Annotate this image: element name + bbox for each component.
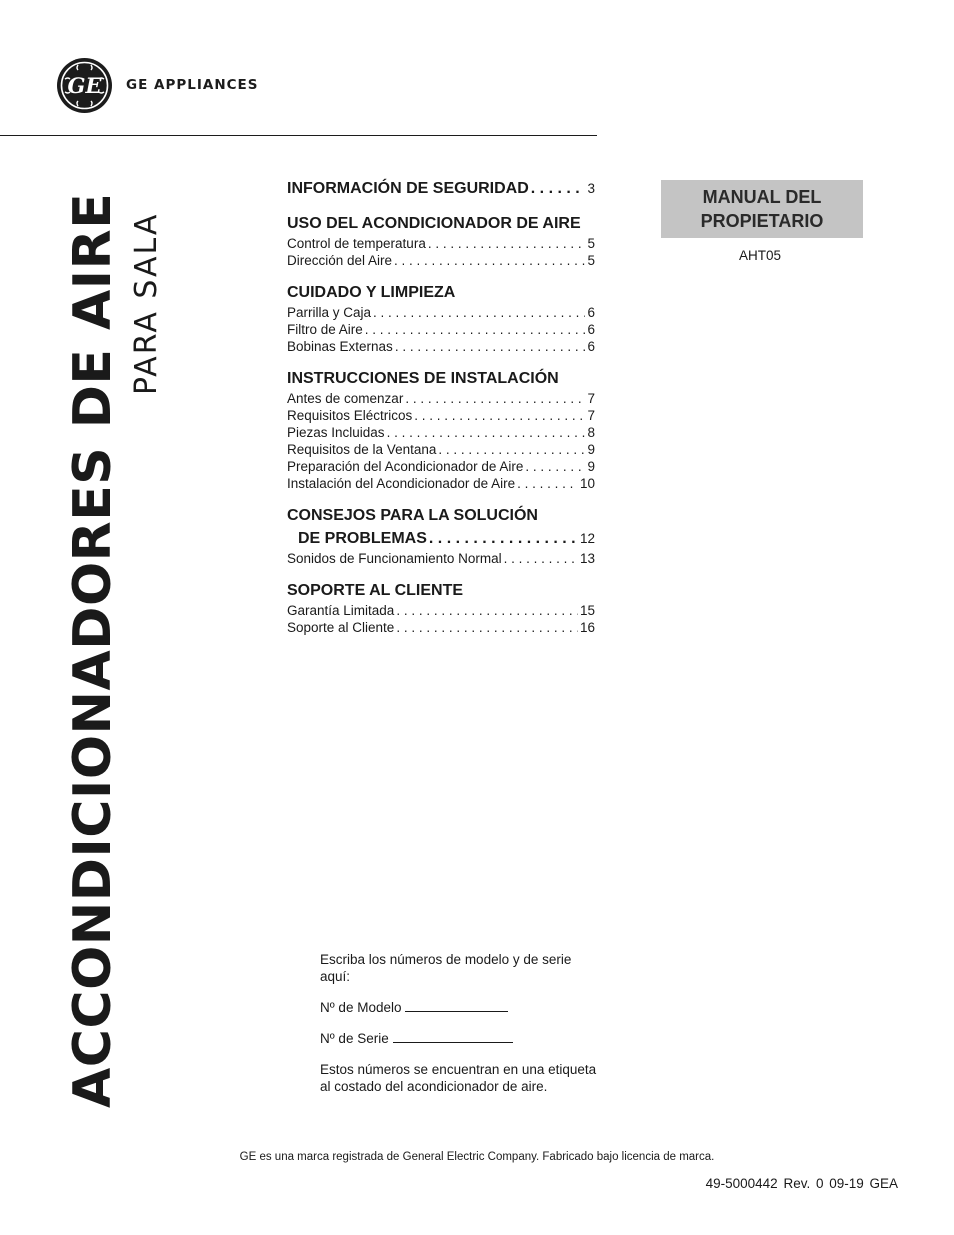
toc-leader (395, 338, 586, 355)
toc-section-care (287, 281, 595, 355)
manual-badge (661, 180, 863, 238)
toc-page: 5 (587, 236, 595, 251)
toc-page: 6 (587, 305, 595, 320)
logo-text: GE (67, 73, 102, 98)
sub-title: PARA SALA (129, 212, 164, 395)
toc-entry[interactable] (287, 458, 595, 475)
toc-page: 9 (587, 442, 595, 457)
record-intro: Escriba los números de modelo y de serie aquí: (320, 952, 572, 984)
record-note: Estos números se encuentran en una etiqueta al costado del acondicionador de aire. (320, 1062, 597, 1094)
trademark-text: GE es una marca registrada de General Electric Company. Fabricado bajo licencia de marca. (239, 1151, 715, 1163)
manual-label: MANUAL DEL PROPIETARIO (700, 187, 824, 231)
toc-entry-label: Preparación del Acondicionador de Aire (287, 459, 524, 474)
toc-page: 7 (587, 408, 595, 423)
toc-section-safety (287, 177, 595, 200)
toc-section-install (287, 367, 595, 492)
toc-heading[interactable]: CUIDADO Y LIMPIEZA (287, 284, 456, 301)
toc-heading: INFORMACIÓN DE SEGURIDAD (287, 180, 529, 197)
header-rule (0, 135, 597, 136)
toc-entry[interactable] (287, 235, 595, 252)
toc-entry-label: Piezas Incluidas (287, 425, 385, 440)
toc-entry-label: Dirección del Aire (287, 253, 393, 268)
toc-page: 12 (579, 531, 595, 546)
toc-entry[interactable] (287, 602, 595, 619)
toc-section-support (287, 579, 595, 636)
table-of-contents (287, 177, 595, 648)
ge-logo (56, 57, 113, 114)
toc-entry-label: Requisitos de la Ventana (287, 442, 437, 457)
toc-leader (429, 527, 578, 550)
toc-entry-label: Garantía Limitada (287, 603, 395, 618)
toc-leader (387, 424, 586, 441)
brand-name: GE APPLIANCES (126, 77, 259, 93)
model-field-label: Nº de Modelo (320, 1000, 402, 1015)
toc-heading-continued: DE PROBLEMAS (298, 530, 427, 547)
toc-entry-label: Soporte al Cliente (287, 620, 395, 635)
toc-leader (396, 619, 578, 636)
toc-page: 13 (579, 551, 595, 566)
toc-leader (517, 475, 578, 492)
toc-page: 7 (587, 391, 595, 406)
toc-entry-label: Bobinas Externas (287, 339, 393, 354)
toc-page: 6 (587, 339, 595, 354)
toc-entry[interactable] (287, 475, 595, 492)
main-title: ACCONDICIONADORES DE AIRE (63, 192, 123, 1108)
toc-page: 15 (579, 603, 595, 618)
toc-leader (438, 441, 585, 458)
toc-leader (373, 304, 585, 321)
toc-leader (365, 321, 586, 338)
trademark-notice (0, 1151, 954, 1163)
toc-entry[interactable] (287, 338, 595, 355)
toc-entry[interactable] (287, 304, 595, 321)
toc-page: 16 (579, 620, 595, 635)
model-field-row (320, 999, 605, 1016)
toc-leader (396, 602, 578, 619)
toc-leader (405, 390, 585, 407)
toc-page: 9 (587, 459, 595, 474)
toc-entry[interactable] (287, 619, 595, 636)
toc-heading[interactable]: INSTRUCCIONES DE INSTALACIÓN (287, 370, 559, 387)
toc-page: 3 (587, 181, 595, 196)
toc-heading[interactable]: CONSEJOS PARA LA SOLUCIÓN (287, 507, 538, 524)
toc-leader (414, 407, 585, 424)
toc-page: 5 (587, 253, 595, 268)
toc-section-use (287, 212, 595, 269)
toc-entry-label: Antes de comenzar (287, 391, 404, 406)
serial-field-row (320, 1030, 605, 1047)
model-field-line (405, 1000, 508, 1012)
toc-entry[interactable] (287, 252, 595, 269)
toc-leader (428, 235, 586, 252)
toc-heading-row[interactable] (287, 177, 595, 200)
toc-entry[interactable] (287, 407, 595, 424)
serial-field-label: Nº de Serie (320, 1031, 389, 1046)
record-numbers-block (320, 951, 605, 1109)
toc-entry-label: Instalación del Acondicionador de Aire (287, 476, 516, 491)
toc-entry[interactable] (287, 441, 595, 458)
toc-leader (394, 252, 585, 269)
toc-leader (504, 550, 578, 567)
toc-entry[interactable] (287, 550, 595, 567)
toc-entry[interactable] (287, 390, 595, 407)
model-number: AHT05 (738, 248, 782, 263)
toc-leader (531, 177, 586, 200)
toc-heading-row[interactable] (287, 527, 595, 550)
toc-entry-label: Parrilla y Caja (287, 305, 372, 320)
toc-entry-label: Filtro de Aire (287, 322, 363, 337)
toc-entry[interactable] (287, 424, 595, 441)
toc-entry-label: Requisitos Eléctricos (287, 408, 413, 423)
toc-leader (525, 458, 585, 475)
toc-entry-label: Control de temperatura (287, 236, 426, 251)
toc-heading[interactable]: USO DEL ACONDICIONADOR DE AIRE (287, 215, 581, 232)
toc-section-troubleshooting (287, 504, 595, 567)
toc-page: 10 (579, 476, 595, 491)
toc-entry-label: Sonidos de Funcionamiento Normal (287, 551, 502, 566)
toc-page: 6 (587, 322, 595, 337)
document-number: 49-5000442 Rev. 0 09-19 GEA (705, 1176, 898, 1191)
toc-entry[interactable] (287, 321, 595, 338)
toc-page: 8 (587, 425, 595, 440)
serial-field-line (393, 1031, 513, 1043)
toc-heading[interactable]: SOPORTE AL CLIENTE (287, 582, 464, 599)
